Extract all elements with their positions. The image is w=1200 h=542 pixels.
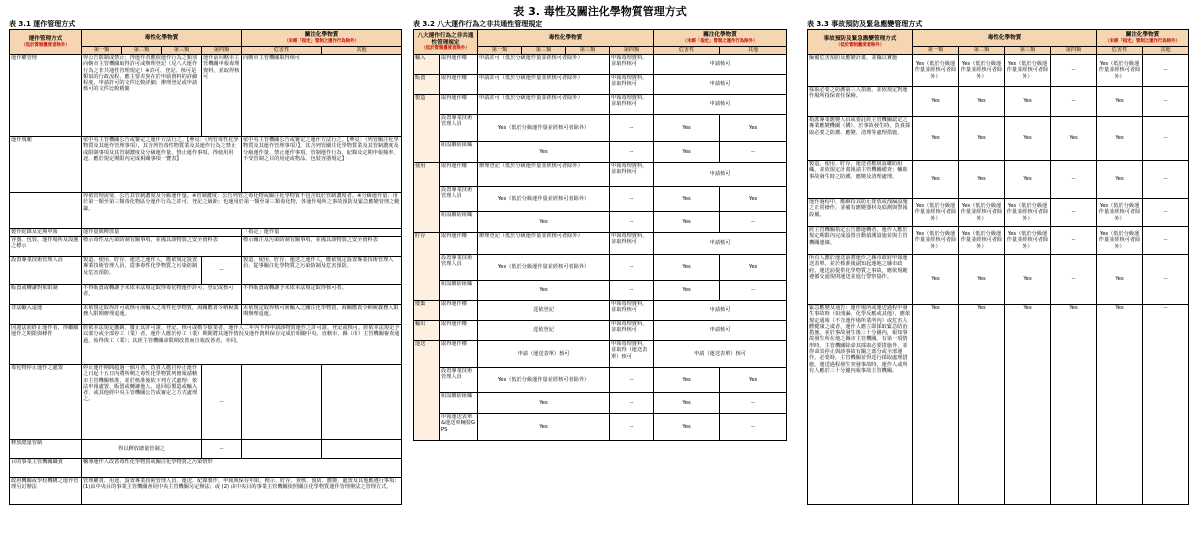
row-label: 政府機關或學校機構之運作管理另訂辦法 — [10, 478, 82, 505]
table-row — [414, 281, 787, 301]
table-row — [414, 255, 787, 281]
class2-cell: Yes — [959, 161, 1005, 199]
hazard-cell: Yes — [1097, 117, 1143, 161]
class4-cell: 申報毒理資料，並取得核可 — [610, 75, 654, 95]
toxic-cell: 逕依登記 — [478, 301, 610, 321]
class4-cell: -- — [202, 365, 242, 440]
behavior-label: 製造 — [414, 95, 440, 163]
table-row — [414, 55, 787, 75]
toxic-cell: 不得販賣或轉讓予未依本法規定取得毒化物運作許可、登記或核可者。 — [82, 285, 242, 305]
hazard-cell: Yes — [654, 281, 720, 301]
table-row — [10, 257, 402, 285]
table-row — [10, 137, 402, 193]
class4-cell: -- — [1051, 255, 1097, 305]
class4-cell: -- — [202, 257, 242, 285]
col-class-1: 第一類 — [913, 47, 959, 55]
col-other: 其他 — [1143, 47, 1189, 55]
class3-cell: Yes — [1005, 87, 1051, 117]
hazard-cell: Yes — [654, 142, 720, 163]
toxic-header: 毒性化學物質 — [82, 30, 242, 47]
span-cell: 輔導運作人改善毒性化學物質或關注化學物質之污染情形 — [82, 459, 402, 478]
other-cell: -- — [1143, 55, 1189, 87]
class3-cell: Yes — [1005, 117, 1051, 161]
item-label: 取得運作權 — [440, 233, 478, 255]
col-class-3: 第三類 — [162, 47, 202, 55]
row-label: 毒化物停止運作之處置 — [10, 365, 82, 440]
item-label: 組設聯防組織 — [440, 212, 478, 233]
toxic-cell: 辦理登記（低於分級運作量並經核可者除外） — [478, 233, 610, 255]
col-class-4: 第四類 — [610, 47, 654, 55]
row-label: 設置專業技術管理人員 — [10, 257, 82, 285]
class4-cell: -- — [610, 187, 654, 212]
item-label: 設置專業技術管理人員 — [440, 187, 478, 212]
class2-cell: Yes — [959, 117, 1005, 161]
item-label: 組設聯防組織 — [440, 142, 478, 163]
class4-cell: 申報毒理資料，並取得（運送表單）核可 — [610, 341, 654, 368]
toxic-cell: 運作量與釋放量 — [82, 229, 242, 237]
toxic-header: 毒性化學物質 — [478, 30, 654, 47]
concern-cell: 申請核可 — [654, 301, 787, 321]
class3-cell: Yes — [1005, 305, 1051, 505]
toxic-cell: Yes（低於分級運作量並經核可者除外） — [478, 368, 610, 393]
other-cell: Yes — [720, 187, 787, 212]
other-cell: -- — [1143, 117, 1189, 161]
mgmt-header: 運作管理方式 （低於管制濃度者除外） — [10, 30, 82, 55]
row-label: 因違法而終止運作者，得繼續運作之期限與條件 — [10, 325, 82, 365]
other-cell: -- — [1143, 227, 1189, 255]
toxic-cell: 申請許可（低於分級運作量並經核可者除外） — [478, 55, 610, 75]
behavior-label: 使用 — [414, 163, 440, 233]
table-row — [414, 233, 787, 255]
row-label: 非法輸入退運 — [10, 305, 82, 325]
col-class-1: 第一類 — [82, 47, 122, 55]
class4-cell: -- — [610, 115, 654, 142]
item-label: 設置專業技術管理人員 — [440, 115, 478, 142]
toxic-cell: 得以釋放總量管制之 — [82, 440, 202, 459]
col-hazard: 危害性 — [242, 47, 322, 55]
class4-cell: -- — [610, 142, 654, 163]
class4-cell: 申報毒理資料，並取得核可 — [610, 233, 654, 255]
other-cell: -- — [1143, 87, 1189, 117]
concern-cell: 製造、使用、貯存、運送之運作人，應依規定設置專業技術管理人員，從事關注化學物質之污染防制及危害預防。 — [242, 257, 402, 285]
row-label: 容器、包裝、運作場所及設施之標示 — [10, 237, 82, 257]
item-label: 設置專業技術管理人員 — [440, 368, 478, 393]
toxic-cell: 未依規定取得許可或核可而輸入之毒性化學物質，海關應責令納稅義務人限期辦理退運。 — [82, 305, 242, 325]
row-label: 所有人應於運送前將運作之縣市政府申報運送表單，並於核准後副知起運地之縣市政府。運送前提供化學物質之事故，應依規範遵循交通規則運送並進行警察協作。 — [808, 255, 913, 305]
class1-cell: Yes — [913, 255, 959, 305]
class4-cell: -- — [610, 414, 654, 441]
toxic-cell: 逕依登記 — [478, 321, 610, 341]
col-other: 其他 — [322, 47, 402, 55]
hazard-cell: Yes — [654, 393, 720, 414]
class1-cell: Yes — [913, 305, 959, 505]
table-row — [414, 75, 787, 95]
concern-cell: 不得販賣或轉讓予未依本法規定取得核可者。 — [242, 285, 402, 305]
hazard-cell: Yes — [654, 414, 720, 441]
toxic-cell: 製造、使用、貯存、運送之運作人，應依規定設置專業技術管理人員，從事毒性化學物質之污染防制及危害預防。 — [82, 257, 202, 285]
table-row — [10, 478, 402, 505]
table-row — [10, 237, 402, 257]
class3-cell: Yes — [1005, 255, 1051, 305]
row-label: 製造、使用、貯存、運送者應組設聯防組織，並依規定計畫報請主管機關備查；輔助事故發生時之防護、應變及清理處理。 — [808, 161, 913, 199]
page-title: 表 3. 毒性及關注化學物質管理方式 — [513, 5, 687, 18]
span-cell: 得依管理需要，公告其管制濃度及分級運作量。※管制濃度：公告列管之毒化物或關注化學物質不包含低於管制濃度者。※分級運作量：用於第一類至第三類毒化物區分運作行為之許可、登記之級距；也運用於第一類至第三類毒化物，各運作場所之事故預防及緊急應變管理之範籌。 — [82, 193, 402, 229]
other-cell: -- — [1143, 255, 1189, 305]
class1-cell: Yes（低於分級運作量並經核可者除外） — [913, 55, 959, 87]
concern-cell: 標示關注及污染防制有關事項，並備具該物質之安全資料表 — [242, 237, 402, 257]
class1-cell: Yes — [913, 161, 959, 199]
hazard-cell — [242, 365, 322, 440]
class4-cell: -- — [1051, 55, 1097, 87]
other-cell: Yes — [720, 115, 787, 142]
class2-cell: Yes — [959, 87, 1005, 117]
other-cell: -- — [1143, 305, 1189, 505]
row-label: 釋放總量管制 — [10, 440, 82, 459]
class4-cell: 運作前向轄市主管機關申報毒理資料，並取得核可 — [202, 55, 242, 137]
col-hazard: 危害性 — [1097, 47, 1143, 55]
other-cell: -- — [720, 212, 787, 233]
table-row — [808, 227, 1189, 255]
behavior-label: 貯存 — [414, 233, 440, 301]
table-row — [10, 365, 402, 440]
col-class-3: 第三類 — [566, 47, 610, 55]
table-3-1 — [9, 29, 402, 505]
other-cell: -- — [720, 414, 787, 441]
col-class-2: 第二類 — [959, 47, 1005, 55]
col-class-4: 第四類 — [1051, 47, 1097, 55]
toxic-cell: 得公告限制或禁止；得運作者應依運作行為之類別向轄市主管機關取得許可或辦理登記（見八大運作行為之非共通性管理規定）※許可、登記、核可是類似的行政流程，應主要差異在於申請資料的詳細程度。申請許可的文件比較詳細；辦理登記或申請核可的文件比較精簡 — [82, 55, 202, 137]
col-hazard: 危害性 — [654, 47, 720, 55]
col-class-4: 第四類 — [202, 47, 242, 55]
toxic-cell: 申請許可（低於分級運作量並經核可者除外） — [478, 95, 610, 115]
concern-cell: 向轄市主管機關取得核可 — [242, 55, 402, 137]
concern-cell: 申請核可 — [654, 55, 787, 75]
toxic-cell: 依中央主管機關公告或審定之運作方法行之。【參見：（列管毒性化學物質及其運作管理事項），其含列管毒性物質業及其運作行為之禁止或限制事項及其管制濃度及分級運作量、禁止運作事項、得使用用途、應於規定期限內完成相關事項一覽表】 — [82, 137, 242, 193]
table-3-3 — [807, 29, 1189, 505]
other-cell — [322, 440, 402, 459]
class4-cell: -- — [610, 393, 654, 414]
class3-cell: Yes — [1005, 161, 1051, 199]
class4-cell: -- — [1051, 199, 1097, 227]
item-label: 組設聯防組織 — [440, 393, 478, 414]
table-row — [808, 255, 1189, 305]
class4-cell: -- — [1051, 227, 1097, 255]
col-class-3: 第三類 — [1005, 47, 1051, 55]
row-label: 販賣或轉讓對象限制 — [10, 285, 82, 305]
item-label: 取得運作權 — [440, 55, 478, 75]
class4-cell: 申報毒理資料，並取得核可 — [610, 55, 654, 75]
hazard-cell — [242, 440, 322, 459]
class3-cell: Yes（低於分級運作量並經核可者除外） — [1005, 55, 1051, 87]
toxic-cell: 辦理登記（低於分級運作量並經核可者除外） — [478, 163, 610, 187]
item-label: 取得運作權 — [440, 75, 478, 95]
toxic-cell: Yes — [478, 212, 610, 233]
hazard-cell: Yes — [654, 115, 720, 142]
behavior-label: 廢棄 — [414, 301, 440, 321]
table-row — [414, 212, 787, 233]
class2-cell: Yes（低於分級運作量並經核可者除外） — [959, 199, 1005, 227]
table-row — [414, 341, 787, 368]
hazard-cell: Yes — [1097, 255, 1143, 305]
span-cell: 管理權責、用途、設置專業技術管理人員、運送、紀錄製作、申報與保存年限、標示、貯存、查核、預防、應變、處置及其他應遵行事項：(1)由中央目的事業主管機關會同中央主管機關另定辦法；或 (2) 由中央目的事業主管機關依照關注化學物質運作管理辦法之管理方式。 — [82, 478, 402, 505]
behavior-label: 販賣 — [414, 75, 440, 95]
table-row — [414, 163, 787, 187]
row-label: 擬備危害預防及應變計畫，並據以實施 — [808, 55, 913, 87]
concern-header: 關注化學物質 （未經「指定」管制之運作行為除外） — [242, 30, 402, 47]
table-3-3-section — [807, 19, 1188, 505]
toxic-cell: 停止運作期間超過一個月者，負責人應自停止運作之日起十五日內將所剩之毒性化學物質列冊報請轄市主管機關核准，並於核准後依下列方式處理：依法申報處置、販賣或轉讓他人、退回原製造或輸入者、或其他經中央主管機關公告或審定之方式處理之。 — [82, 365, 202, 440]
item-label: 取得運作權 — [440, 341, 478, 368]
table-row — [808, 199, 1189, 227]
row-label: 經主管機關指定公告應運轉者，運作人應於規定期限內完成設置自動偵測設施並與主管機關連線。 — [808, 227, 913, 255]
toxic-header: 毒性化學物質 — [913, 30, 1097, 47]
toxic-cell: Yes — [478, 414, 610, 441]
table-row — [808, 87, 1189, 117]
table-3-3-title: 表 3.3 事故預防及緊急應變管理方式 — [807, 20, 923, 28]
other-cell: Yes — [720, 255, 787, 281]
class4-cell: Yes — [1051, 117, 1097, 161]
table-3-1-title: 表 3.1 運作管理方式 — [9, 20, 76, 28]
behavior-header: 八大運作行為之非共通性管理規定 （低於管制濃度者除外） — [414, 30, 478, 55]
class4-cell: -- — [610, 281, 654, 301]
hazard-cell: Yes — [654, 187, 720, 212]
table-3-2-title: 表 3.2 八大運作行為之非共通性管理規定 — [413, 20, 543, 28]
table-row — [414, 115, 787, 142]
toxic-cell: 標示毒性及污染防制有關事項，並備具該物質之安全資料表 — [82, 237, 242, 257]
table-3-1-section — [9, 19, 401, 505]
table-row — [10, 55, 402, 137]
col-class-1: 第一類 — [478, 47, 522, 55]
table-3-2 — [413, 29, 787, 441]
concern-cell: 未依規定取得核可而輸入之關注化學物質，海關應責令納稅義務人限期辦理退運。 — [242, 305, 402, 325]
row-label: 運作權管理 — [10, 55, 82, 137]
concern-cell: 申請核可 — [654, 233, 787, 255]
row-label — [10, 193, 82, 229]
hazard-cell: Yes（低於分級運作量並經核可者除外） — [1097, 227, 1143, 255]
behavior-label: 輸入 — [414, 55, 440, 75]
mgmt-header: 事故預防及緊急應變管理方式 （低於管制濃度者除外） — [808, 30, 913, 55]
hazard-cell: Yes — [1097, 87, 1143, 117]
col-other: 其他 — [720, 47, 787, 55]
class3-cell: Yes（低於分級運作量並經核可者除外） — [1005, 199, 1051, 227]
behavior-label: 輸出 — [414, 321, 440, 341]
table-row — [10, 459, 402, 478]
hazard-cell: Yes — [1097, 161, 1143, 199]
concern-cell: 「指定」運作量 — [242, 229, 402, 237]
hazard-cell: Yes — [654, 212, 720, 233]
table-row — [808, 55, 1189, 87]
other-cell: -- — [1143, 161, 1189, 199]
table-row — [414, 187, 787, 212]
table-row — [808, 117, 1189, 161]
table-row — [414, 321, 787, 341]
concern-cell: 申請核可 — [654, 163, 787, 187]
class4-cell: 申報毒理資料，並取得核可 — [610, 321, 654, 341]
table-row — [414, 414, 787, 441]
hazard-cell: Yes（低於分級運作量並經核可者除外） — [1097, 55, 1143, 87]
concern-cell: 申請核可 — [654, 321, 787, 341]
span-cell: 經依本法規定撤銷、廢止其許可證、登記、核可或勒令歇業者，運作人二年內不得申請該物質運作之許可證、登記或核可。經依本法規定予以部分或全部停工（業）者，運作人應於停工（業）期間將其運作情況及運作資料保存完成於相關中央、直轄市、縣（市）主管機關審查通過，始得復工（業）；其經主管機關命限期改善而自報改善者，亦同。 — [82, 325, 402, 365]
item-label: 取得運作權 — [440, 95, 478, 115]
other-cell: -- — [720, 393, 787, 414]
class4-cell: 申報毒理資料，並取得核可 — [610, 163, 654, 187]
item-label: 取得運作權 — [440, 163, 478, 187]
concern-cell: 依中央主管機關公告或審定之運作方法行之。【參見：（列管關注化學物質及其運作管理事項）】，其含列管關注化學物質業及其管制濃度及分級運作量、禁止運作事項、管制運作行為、紀錄及定期申報頻率、不受管制之目的用途或物品、包裝容器規定】 — [242, 137, 402, 193]
col-class-2: 第二類 — [522, 47, 566, 55]
class1-cell: Yes（低於分級運作量並經核可者除外） — [913, 199, 959, 227]
other-cell: Yes — [720, 368, 787, 393]
table-row — [414, 393, 787, 414]
class4-cell: -- — [610, 255, 654, 281]
row-label: 製作紀錄及定期申報 — [10, 229, 82, 237]
hazard-cell: Yes（低於分級運作量並經核可者除外） — [1097, 199, 1143, 227]
class4-cell: -- — [1051, 87, 1097, 117]
item-label: 設置專業技術管理人員 — [440, 255, 478, 281]
toxic-cell: Yes（低於分級運作量並經核可者除外） — [478, 187, 610, 212]
toxic-cell: Yes — [478, 281, 610, 301]
row-label: 運作過程中，應維持其防止排放或洩漏設施之正常操作，並備有應變器材及偵測與警報設備。 — [808, 199, 913, 227]
hazard-cell: Yes — [1097, 305, 1143, 505]
toxic-cell: Yes（低於分級運作量並經核可者除外） — [478, 115, 610, 142]
item-label: 取得運作權 — [440, 321, 478, 341]
class1-cell: Yes — [913, 117, 959, 161]
class2-cell: Yes（低於分級運作量並經核可者除外） — [959, 227, 1005, 255]
concern-cell: 申請核可 — [654, 95, 787, 115]
behavior-label: 運送 — [414, 341, 440, 441]
item-label: 申報運送表單 &運送車輛裝GPS — [440, 414, 478, 441]
class4-cell: -- — [202, 440, 242, 459]
class2-cell: Yes — [959, 255, 1005, 305]
class1-cell: Yes（低於分級運作量並經核可者除外） — [913, 227, 959, 255]
class4-cell: -- — [610, 212, 654, 233]
concern-cell: 申請核可 — [654, 75, 787, 95]
other-cell: -- — [720, 142, 787, 163]
class4-cell: -- — [1051, 161, 1097, 199]
table-row — [10, 229, 402, 237]
table-row — [10, 440, 402, 459]
table-3-2-section — [413, 19, 786, 441]
table-row — [10, 325, 402, 365]
table-row — [10, 285, 402, 305]
table-row — [414, 368, 787, 393]
other-cell — [322, 365, 402, 440]
hazard-cell: Yes — [654, 368, 720, 393]
table-row — [414, 95, 787, 115]
col-class-2: 第二類 — [122, 47, 162, 55]
row-label: 目的事業主管機關職責 — [10, 459, 82, 478]
table-row — [10, 193, 402, 229]
class4-cell: 申報毒理資料，並取得核可 — [610, 301, 654, 321]
table-row — [808, 305, 1189, 505]
class2-cell: Yes（低於分級運作量並經核可者除外） — [959, 55, 1005, 87]
row-label: 採取必要之防護第三人措施，並依規定對運作場所投保責任保險。 — [808, 87, 913, 117]
toxic-cell: Yes — [478, 142, 610, 163]
class3-cell: Yes（低於分級運作量並經核可者除外） — [1005, 227, 1051, 255]
table-row — [414, 142, 787, 163]
toxic-cell: Yes — [478, 393, 610, 414]
class4-cell: Yes — [1051, 305, 1097, 505]
toxic-cell: Yes（低於分級運作量並經核可者除外） — [478, 255, 610, 281]
class2-cell: Yes — [959, 305, 1005, 505]
item-label: 取得運作權 — [440, 301, 478, 321]
table-row — [414, 301, 787, 321]
table-row — [10, 305, 402, 325]
other-cell: -- — [1143, 199, 1189, 227]
other-cell: -- — [720, 281, 787, 301]
toxic-cell: 申請許可（低於分級運作量並經核可者除外） — [478, 75, 610, 95]
class4-cell: 申報毒理資料，並取得核可 — [610, 95, 654, 115]
toxic-cell: 申請（運送表單）核可 — [478, 341, 610, 368]
row-label: 緊急應變及通告：運作場所或運送過程中發生事故時（如洩漏、化學反應或其他），應依規定通報（不含運作場所業所內）或危害人體健康之虞者，運作人應立即採取緊急防治措施，並於事故發生後三十分鐘內，報知事故發生所在地之縣市主管機關。有第一項情形時，主管機關除命其採取必要措施外，並得命其停止與該事故有關之部分或全部運作。必要時，主管機關並得逕行採取處理措施。運送過程發生突發事故時，運作人或所有人應於三十分鐘內報事故主管機關。 — [808, 305, 913, 505]
hazard-cell: Yes — [654, 255, 720, 281]
item-label: 組設聯防組織 — [440, 281, 478, 301]
class1-cell: Yes — [913, 87, 959, 117]
row-label: 指派專業應變人員或委託經主管機關認定之專業應變機關（構），於事故發生時，負責採取必要之防護、應變、清理等處理措施。 — [808, 117, 913, 161]
concern-header: 關注化學物質 （未經「指定」管制之運作行為除外） — [654, 30, 787, 47]
concern-header: 關注化學物質 （未經「指定」管制之運作行為除外） — [1097, 30, 1189, 47]
table-row — [808, 161, 1189, 199]
row-label: 運作規範 — [10, 137, 82, 193]
class4-cell: -- — [610, 368, 654, 393]
concern-cell: 申請（運送表單）核可 — [654, 341, 787, 368]
